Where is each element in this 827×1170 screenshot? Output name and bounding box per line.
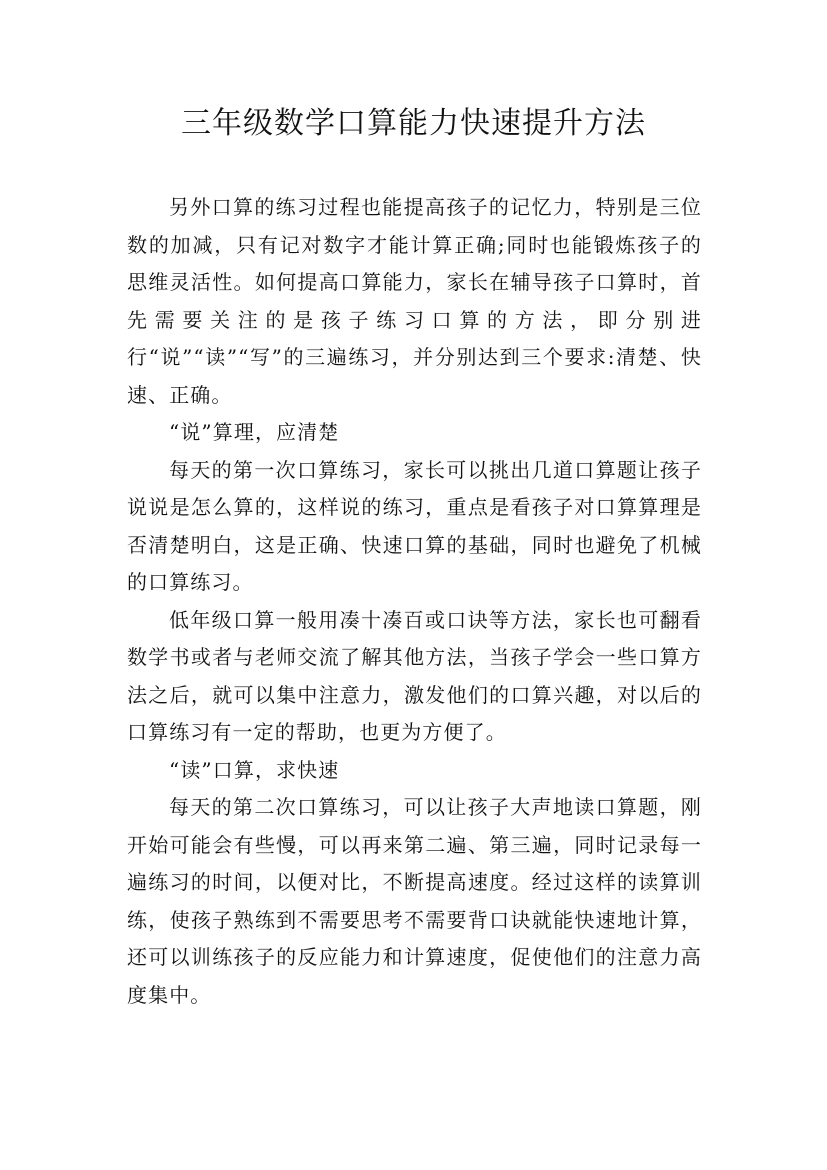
document-body [127,189,702,1014]
paragraph-intro: 另外口算的练习过程也能提高孩子的记忆力，特别是三位数的加减，只有记对数字才能计算正确;同时也能锻炼孩子的思维灵活性。如何提高口算能力，家长在辅导孩子口算时，首先需要关注的是孩子练习口算的方法，即分别进行“说”“读”“写”的三遍练习，并分别达到三个要求:清楚、快速、正确。 [127,195,702,407]
paragraph-read-practice: 每天的第二次口算练习，可以让孩子大声地读口算题，刚开始可能会有些慢，可以再来第二遍、第三遍，同时记录每一遍练习的时间，以便对比，不断提高速度。经过这样的读算训练，使孩子熟练到不需要思考不需要背口诀就能快速地计算，还可以训练孩子的反应能力和计算速度，促使他们的注意力高度集中。 [127,795,702,1007]
section-heading-read: “读”口算，求快速 [169,757,340,782]
section-heading-say: “说”算理，应清楚 [169,420,340,444]
paragraph-say-practice: 每天的第一次口算练习，家长可以挑出几道口算题让孩子说说是怎么算的，这样说的练习，重点是看孩子对口算算理是否清楚明白，这是正确、快速口算的基础，同时也避免了机械的口算练习。 [127,457,702,594]
document-title: 三年级数学口算能力快速提升方法 [181,106,646,141]
paragraph-methods: 低年级口算一般用凑十凑百或口诀等方法，家长也可翻看数学书或者与老师交流了解其他方法，当孩子学会一些口算方法之后，就可以集中注意力，激发他们的口算兴趣，对以后的口算练习有一定的帮助，也更为方便了。 [127,607,702,744]
